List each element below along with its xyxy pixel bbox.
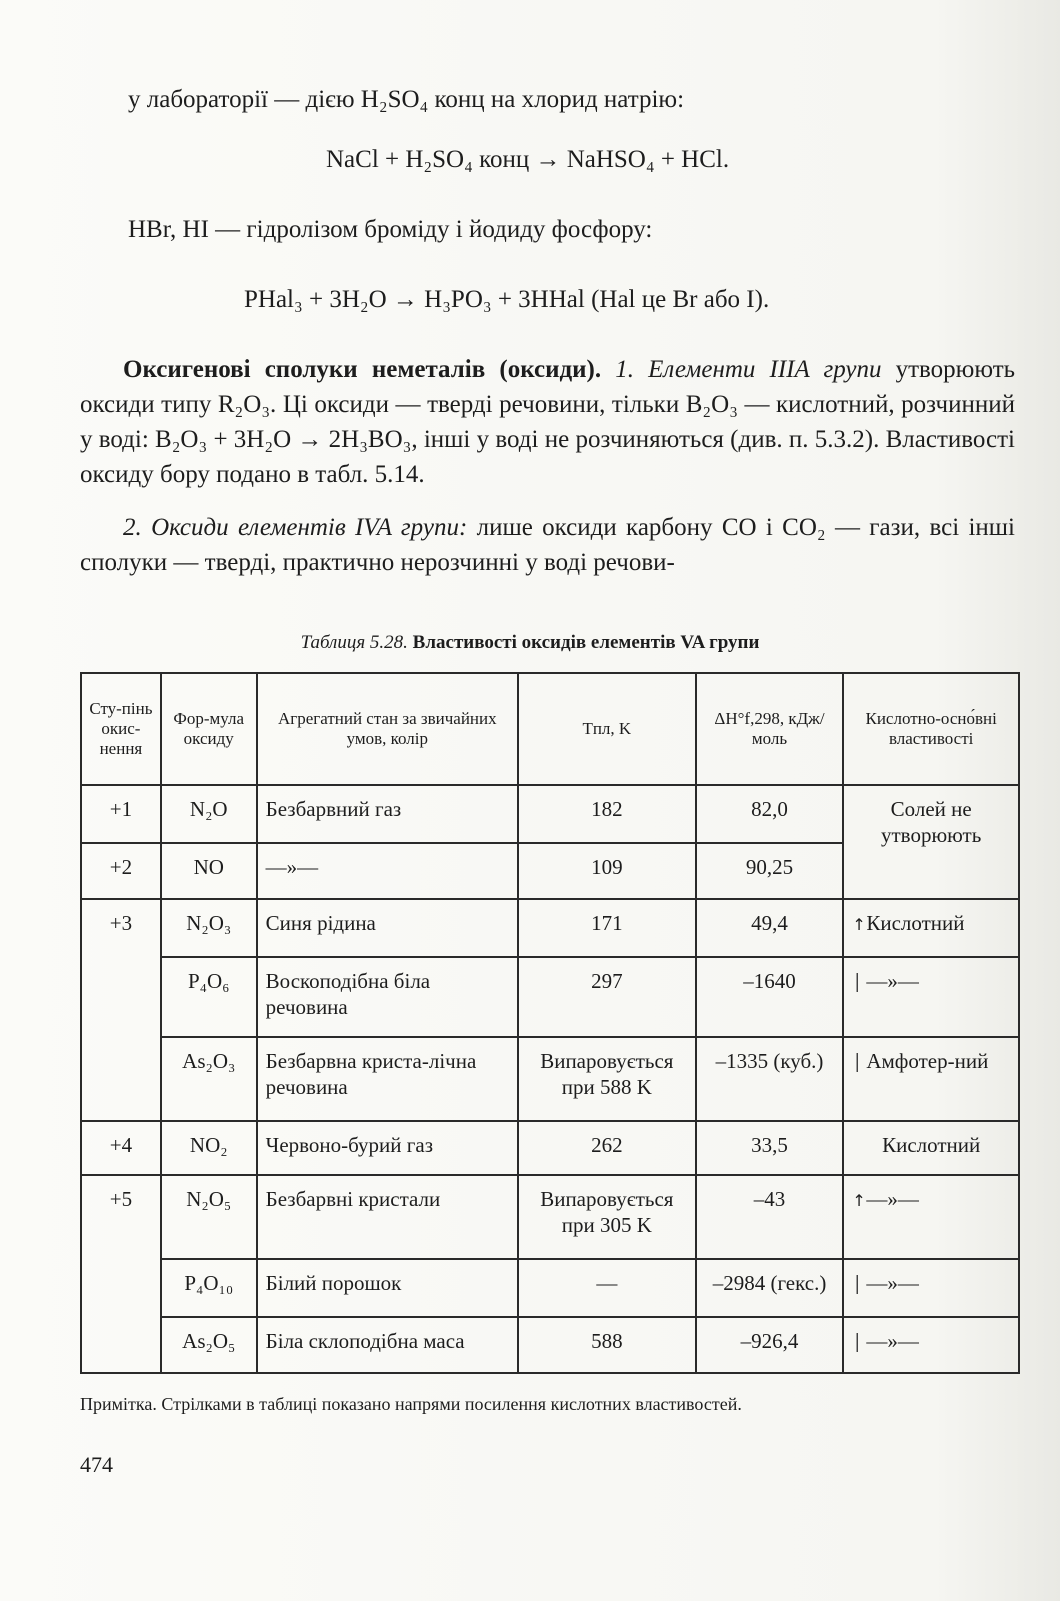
table-row <box>81 899 1019 957</box>
header-enthalpy: ΔH°f,298, кДж/моль <box>696 673 844 785</box>
cell-state: Безбарвна криста-лічна речовина <box>257 1037 518 1121</box>
arrow-line-icon: │ <box>852 973 862 992</box>
cell-melting: Випаровується при 588 K <box>518 1037 696 1121</box>
cell-property: │ Амфотер-ний <box>843 1037 1019 1121</box>
cell-melting: — <box>518 1259 696 1317</box>
header-melting-point: Tпл, K <box>518 673 696 785</box>
cell-enthalpy: –43 <box>696 1175 844 1259</box>
cell-oxidation: +3 <box>81 899 161 1121</box>
table-row <box>81 957 1019 1037</box>
table-caption <box>0 632 1060 654</box>
paragraph-oxides-iva <box>80 510 1015 580</box>
cell-state: Воскоподібна біла речовина <box>257 957 518 1037</box>
cell-enthalpy: –1335 (куб.) <box>696 1037 844 1121</box>
cell-state: Синя рідина <box>257 899 518 957</box>
paragraph-oxides-iiia <box>80 352 1015 492</box>
table-row <box>81 1317 1019 1373</box>
cell-state: Біла склоподібна маса <box>257 1317 518 1373</box>
cell-oxidation: +5 <box>81 1175 161 1373</box>
cell-oxidation: +2 <box>81 843 161 899</box>
cell-property: ↑Кислотний <box>843 899 1019 957</box>
cell-formula: P₄O₆ <box>161 957 257 1037</box>
cell-melting: 297 <box>518 957 696 1037</box>
table-label: Таблиця 5.28. <box>300 632 408 653</box>
arrow-line-icon: │ <box>852 1333 862 1352</box>
header-state: Агрегатний стан за звичайних умов, колір <box>257 673 518 785</box>
cell-formula: NO <box>161 843 257 899</box>
header-acid-base: Кислотно-осно́вні властивості <box>843 673 1019 785</box>
cell-formula: NO₂ <box>161 1121 257 1175</box>
cell-state: Безбарвний газ <box>257 785 518 843</box>
subsection-label: 2. Оксиди елементів IVA групи: <box>123 514 468 541</box>
cell-melting: 109 <box>518 843 696 899</box>
cell-formula: P₄O₁₀ <box>161 1259 257 1317</box>
arrow-up-icon: ↑ <box>852 915 866 934</box>
table-header-row <box>81 673 1019 785</box>
cell-oxidation: +1 <box>81 785 161 843</box>
arrow-up-icon: ↑ <box>852 1191 866 1210</box>
cell-melting: 262 <box>518 1121 696 1175</box>
cell-enthalpy: –2984 (гекс.) <box>696 1259 844 1317</box>
cell-melting: 171 <box>518 899 696 957</box>
cell-enthalpy: 90,25 <box>696 843 844 899</box>
cell-formula: As₂O₅ <box>161 1317 257 1373</box>
cell-state: Білий порошок <box>257 1259 518 1317</box>
cell-property: │ —»— <box>843 1259 1019 1317</box>
cell-property: Солей не утворюють <box>843 785 1019 899</box>
table-row <box>81 1121 1019 1175</box>
page-edge-shadow <box>990 80 1060 1430</box>
table-row <box>81 1259 1019 1317</box>
cell-formula: As₂O₃ <box>161 1037 257 1121</box>
table-row <box>81 785 1019 843</box>
cell-property: Кислотний <box>843 1121 1019 1175</box>
intro-line-1: у лабораторії — дією H₂SO₄ конц на хлорид натрію: <box>128 86 685 113</box>
cell-melting: 182 <box>518 785 696 843</box>
table-title: Властивості оксидів елементів VA групи <box>412 632 760 653</box>
oxides-table <box>80 672 1020 1374</box>
section-heading: Оксигенові сполуки неметалів (оксиди). <box>123 356 602 383</box>
cell-state: Червоно-бурий газ <box>257 1121 518 1175</box>
cell-enthalpy: –1640 <box>696 957 844 1037</box>
page-number: 474 <box>80 1452 113 1477</box>
table-note: Примітка. Стрілками в таблиці показано напрями посилення кислотних властивостей. <box>80 1394 742 1414</box>
table-row <box>81 1037 1019 1121</box>
arrow-line-icon: │ <box>852 1275 862 1294</box>
table-row <box>81 1175 1019 1259</box>
cell-enthalpy: –926,4 <box>696 1317 844 1373</box>
cell-oxidation: +4 <box>81 1121 161 1175</box>
paragraph-text: лише оксиди карбону CO і CO₂ — гази, всі інші сполуки — тверді, практично нерозчинні у воді речови- <box>80 514 1015 576</box>
formula-nacl: NaCl + H₂SO₄ конц → NaHSO₄ + HCl. <box>326 146 730 173</box>
formula-phal: PHal₃ + 3H₂O → H₃PO₃ + 3HHal (Hal це Br або I). <box>244 286 770 313</box>
cell-state: —»— <box>257 843 518 899</box>
subsection-label: 1. Елементи IIIA групи <box>615 356 882 383</box>
intro-line-2: HBr, HI — гідролізом броміду і йодиду фосфору: <box>128 216 653 243</box>
cell-formula: N₂O <box>161 785 257 843</box>
cell-state: Безбарвні кристали <box>257 1175 518 1259</box>
cell-melting: Випаровується при 305 K <box>518 1175 696 1259</box>
cell-melting: 588 <box>518 1317 696 1373</box>
header-oxidation-state: Сту-пінь окис-нення <box>81 673 161 785</box>
cell-enthalpy: 33,5 <box>696 1121 844 1175</box>
cell-property: │ —»— <box>843 1317 1019 1373</box>
cell-property: │ —»— <box>843 957 1019 1037</box>
cell-formula: N₂O₃ <box>161 899 257 957</box>
paragraph-text: утворюють оксиди типу R₂O₃. Ці оксиди — тверді речовини, тільки B₂O₃ — кислотний, розчинний у воді: B₂O₃ + 3H₂O → 2H₃BO₃, інші у воді не розчиняються (див. п. 5.3.2). Властивості оксиду бору подано в табл. 5.14. <box>80 356 1016 488</box>
cell-formula: N₂O₅ <box>161 1175 257 1259</box>
header-formula: Фор-мула оксиду <box>161 673 257 785</box>
cell-property: ↑—»— <box>843 1175 1019 1259</box>
arrow-line-icon: │ <box>852 1053 862 1072</box>
cell-enthalpy: 49,4 <box>696 899 844 957</box>
cell-enthalpy: 82,0 <box>696 785 844 843</box>
